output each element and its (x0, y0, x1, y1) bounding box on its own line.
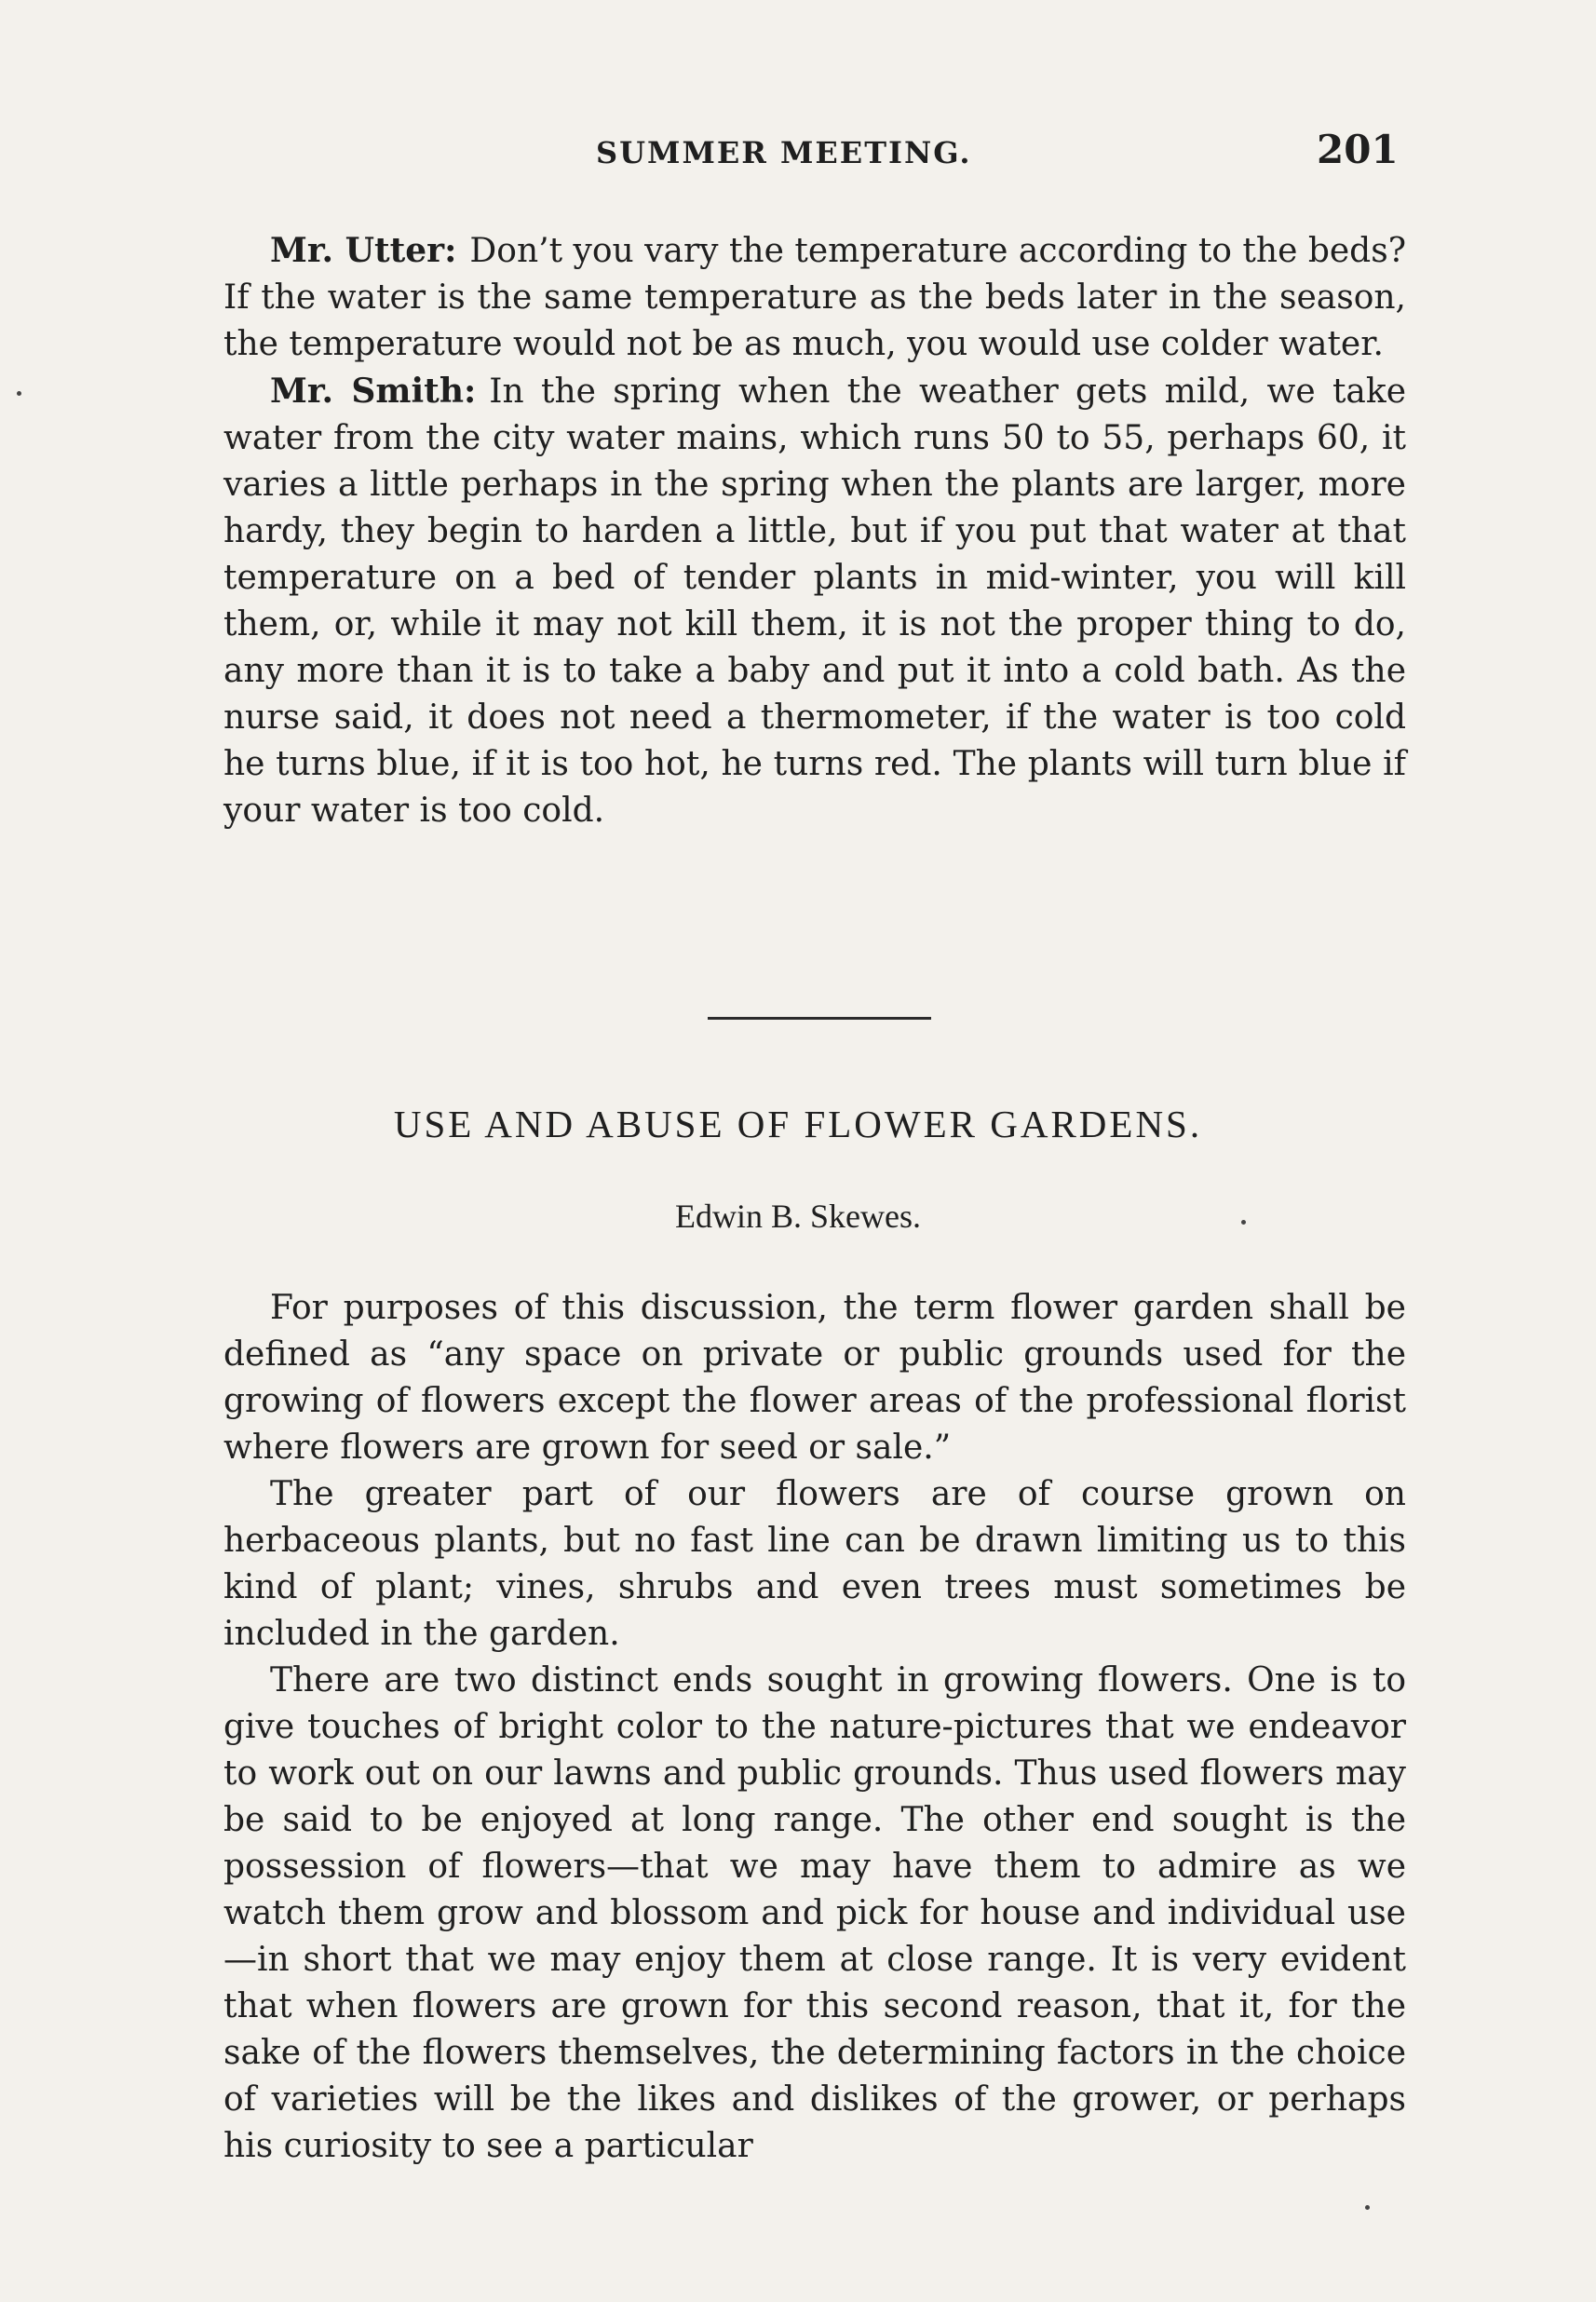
discussion-text: Don’t you vary the temperature according to the beds? If the water is the same temperature as the beds later in the season, the temperature would not be as much, you would use colder water. (223, 232, 1406, 363)
article-paragraph: The greater part of our flowers are of course grown on herbaceous plants, but no fast line can be drawn limiting us to this kind of plant; vines, shrubs and even trees must sometimes be included in the garden. (223, 1475, 1406, 1653)
speaker-name: Mr. Utter: (270, 231, 457, 270)
article-author: Edwin B. Skewes. (675, 1198, 921, 1235)
speaker-name: Mr. Smith: (270, 372, 477, 411)
discussion-paragraph (223, 227, 1406, 368)
print-speck (1241, 1220, 1246, 1225)
section-divider (708, 1017, 931, 1020)
page-number: 201 (1317, 127, 1399, 172)
article-paragraph: There are two distinct ends sought in growing flowers. One is to give touches of bright color to the nature-pictures that we endeavor to work out on our lawns and public grounds. Thus used flowers may be said to be enjoyed at long range. The other end sought is the possession of flowers—that we may have them to admire as we watch them grow and blossom and pick for house and individual use—in short that we may enjoy them at close range. It is very evident that when flowers are grown for this second reason, that it, for the sake of the flowers themselves, the determining factors in the choice of varieties will be the likes and dislikes of the grower, or perhaps his curiosity to see a particular (223, 1661, 1406, 2165)
article-title: USE AND ABUSE OF FLOWER GARDENS. (393, 1103, 1203, 1145)
print-speck (17, 391, 21, 396)
running-head: SUMMER MEETING. (596, 135, 972, 170)
discussion-section (223, 227, 1406, 834)
print-speck (1365, 2205, 1370, 2210)
article-paragraph: For purposes of this discussion, the term flower garden shall be defined as “any space on private or public grounds used for the growing of flowers except the flower areas of the professional florist where flowers are grown for seed or sale.” (223, 1289, 1406, 1467)
discussion-paragraph (223, 368, 1406, 834)
article-body (223, 1285, 1406, 2170)
discussion-text: In the spring when the weather gets mild, we take water from the city water mains, which runs 50 to 55, perhaps 60, it varies a little perhaps in the spring when the plants are larger, more hardy, they begin to harden a little, but if you put that water at that temperature on a bed of tender plants in mid-winter, you will kill them, or, while it may not kill them, it is not the proper thing to do, any more than it is to take a baby and put it into a cold bath. As the nurse said, it does not need a thermometer, if the water is too cold he turns blue, if it is too hot, he turns red. The plants will turn blue if your water is too cold. (223, 372, 1406, 830)
